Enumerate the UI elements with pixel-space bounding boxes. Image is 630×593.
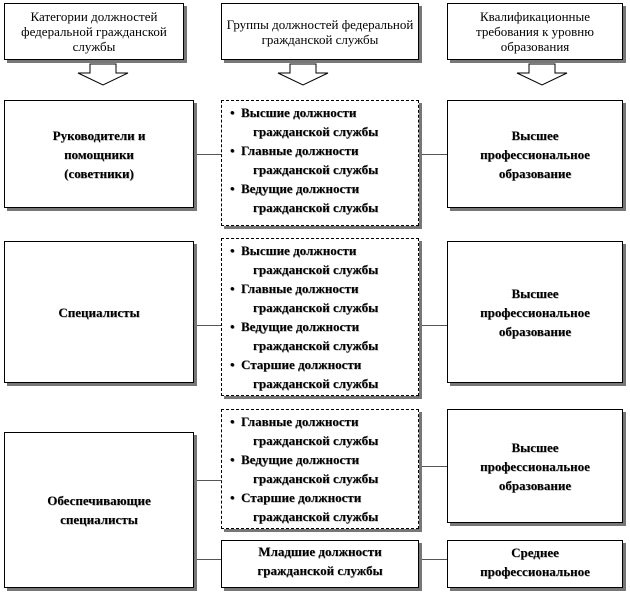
text-line: профессиональное bbox=[480, 146, 590, 162]
text-line: Главные должности bbox=[241, 143, 359, 158]
requirement-specialists-text bbox=[480, 284, 590, 341]
category-support-specialists bbox=[4, 432, 194, 588]
group-item bbox=[230, 450, 412, 488]
text-line: гражданской службы bbox=[253, 471, 379, 486]
text-line: Главные должности bbox=[241, 281, 359, 296]
text-line: Младшие должности bbox=[258, 544, 382, 559]
category-executives-text bbox=[53, 126, 146, 183]
text-line: образование bbox=[498, 165, 572, 181]
text-line: Высшие должности bbox=[241, 105, 357, 120]
category-support-specialists-text bbox=[47, 491, 151, 529]
text-line: гражданской службы bbox=[253, 433, 379, 448]
text-line: Старшие должности bbox=[241, 490, 362, 505]
text-line: Высшее bbox=[511, 285, 559, 301]
connector-line bbox=[422, 325, 447, 326]
connector-line bbox=[422, 154, 447, 155]
text-line: Ведущие должности bbox=[241, 181, 360, 196]
group-item bbox=[230, 488, 412, 526]
text-line: Обеспечивающие bbox=[47, 493, 151, 508]
group-item bbox=[230, 179, 412, 217]
category-specialists-text bbox=[58, 303, 139, 322]
group-item bbox=[230, 103, 412, 141]
down-arrow-icon bbox=[275, 63, 331, 87]
text-line: Среднее bbox=[511, 545, 559, 560]
text-line: Ведущие должности bbox=[241, 319, 360, 334]
category-executives bbox=[4, 100, 194, 208]
text-line: профессиональное bbox=[480, 564, 590, 579]
connector-line bbox=[197, 559, 221, 560]
text-line: образование bbox=[498, 477, 572, 493]
header-categories-text: Категории должностей федеральной гражданской службы bbox=[21, 9, 167, 54]
text-line: гражданской службы bbox=[253, 162, 379, 177]
connector-line bbox=[422, 466, 447, 467]
text-line: помощники bbox=[64, 146, 134, 162]
requirement-junior-text bbox=[480, 543, 590, 581]
down-arrow-icon bbox=[514, 63, 570, 87]
text-line: (советники) bbox=[64, 165, 134, 181]
group-item bbox=[230, 141, 412, 179]
text-line: специалисты bbox=[60, 512, 138, 527]
header-groups bbox=[221, 3, 419, 60]
group-junior bbox=[221, 540, 419, 588]
group-item bbox=[230, 317, 412, 355]
connector-line bbox=[197, 480, 221, 481]
text-line: гражданской службы bbox=[253, 338, 379, 353]
text-line: Специалисты bbox=[58, 304, 140, 320]
group-item bbox=[230, 412, 412, 450]
requirement-executives bbox=[447, 100, 623, 208]
text-line: Старшие должности bbox=[241, 357, 362, 372]
text-line: Главные должности bbox=[241, 414, 359, 429]
text-line: Руководители и bbox=[52, 127, 146, 143]
text-line: Высшие должности bbox=[241, 243, 357, 258]
text-line: Ведущие должности bbox=[241, 452, 360, 467]
requirement-support-specialists bbox=[447, 409, 623, 523]
requirement-support-specialists-text bbox=[480, 438, 590, 495]
text-line: Высшее bbox=[511, 439, 559, 455]
category-specialists bbox=[4, 241, 194, 383]
connector-line bbox=[197, 154, 221, 155]
requirement-junior bbox=[447, 540, 623, 588]
groups-executives bbox=[221, 100, 419, 226]
text-line: гражданской службы bbox=[253, 300, 379, 315]
group-item bbox=[230, 279, 412, 317]
header-categories bbox=[4, 3, 184, 60]
group-item bbox=[230, 355, 412, 393]
header-requirements bbox=[447, 3, 623, 60]
text-line: гражданской службы bbox=[257, 563, 383, 578]
requirement-specialists bbox=[447, 241, 623, 383]
text-line: образование bbox=[498, 323, 572, 339]
down-arrow-icon bbox=[75, 63, 131, 87]
text-line: профессиональное bbox=[480, 458, 590, 474]
groups-support-specialists bbox=[221, 409, 419, 529]
connector-line bbox=[197, 325, 221, 326]
connector-line bbox=[422, 559, 447, 560]
text-line: Высшее bbox=[511, 127, 559, 143]
text-line: гражданской службы bbox=[253, 376, 379, 391]
header-groups-text: Группы должностей федеральной гражданской службы bbox=[226, 16, 414, 47]
text-line: гражданской службы bbox=[253, 262, 379, 277]
text-line: гражданской службы bbox=[253, 124, 379, 139]
requirement-executives-text bbox=[480, 126, 590, 183]
text-line: гражданской службы bbox=[253, 200, 379, 215]
text-line: профессиональное bbox=[480, 304, 590, 320]
group-item bbox=[230, 241, 412, 279]
header-requirements-text: Квалификационные требования к уровню образования bbox=[476, 9, 594, 54]
groups-specialists bbox=[221, 238, 419, 396]
text-line: гражданской службы bbox=[253, 509, 379, 524]
